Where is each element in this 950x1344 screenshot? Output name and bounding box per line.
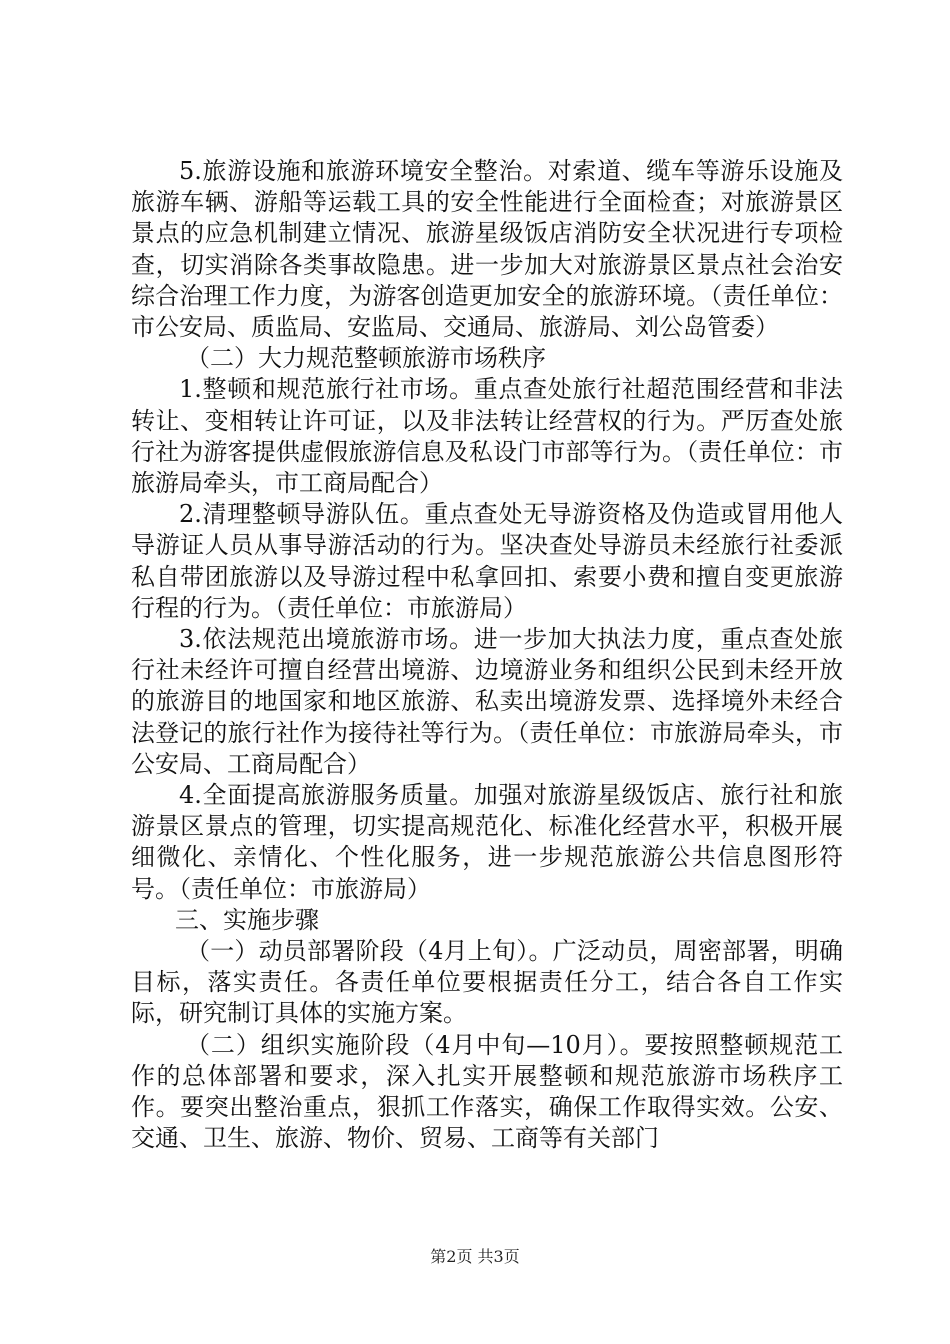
paragraph-outbound-tourism: 3.依法规范出境旅游市场。进一步加大执法力度，重点查处旅行社未经许可擅自经营出境游、边境游业务和组织公民到未经开放的旅游目的地国家和地区旅游、私卖出境游发票、选择境外未经合法登记的旅行社作为接待社等行为。（责任单位：市旅游局牵头，市公安局、工商局配合）: [131, 625, 843, 778]
document-body: [131, 156, 843, 1155]
section-heading-implementation-steps: 三、实施步骤: [175, 905, 319, 934]
paragraph-travel-agency-market: 1.整顿和规范旅行社市场。重点查处旅行社超范围经营和非法转让、变相转让许可证，以及非法转让经营权的行为。严厉查处旅行社为游客提供虚假旅游信息及私设门市部等行为。（责任单位：市旅游局牵头，市工商局配合）: [131, 375, 843, 498]
paragraph-service-quality: 4.全面提高旅游服务质量。加强对旅游星级饭店、旅行社和旅游景区景点的管理，切实提高规范化、标准化经营水平，积极开展细微化、亲情化、个性化服务，进一步规范旅游公共信息图形符号。（责任单位：市旅游局）: [131, 781, 843, 903]
page-number: 第2页 共3页: [430, 1247, 520, 1266]
paragraph-mobilization-stage: （一）动员部署阶段（4月上旬）。广泛动员，周密部署，明确目标，落实责任。各责任单位要根据责任分工，结合各自工作实际，研究制订具体的实施方案。: [131, 937, 843, 1028]
paragraph-tour-guide-team: 2.清理整顿导游队伍。重点查处无导游资格及伪造或冒用他人导游证人员从事导游活动的行为。坚决查处导游员未经旅行社委派私自带团旅游以及导游过程中私拿回扣、索要小费和擅自变更旅游行程的行为。（责任单位：市旅游局）: [131, 500, 843, 622]
paragraph-safety-rectification: 5.旅游设施和旅游环境安全整治。对索道、缆车等游乐设施及旅游车辆、游船等运载工具的安全性能进行全面检查；对旅游景区景点的应急机制建立情况、旅游星级饭店消防安全状况进行专项检查，切实消除各类事故隐患。进一步加大对旅游景区景点社会治安综合治理工作力度，为游客创造更加安全的旅游环境。（责任单位：市公安局、质监局、安监局、交通局、旅游局、刘公岛管委）: [131, 157, 843, 342]
paragraph-implementation-stage: （二）组织实施阶段（4月中旬—10月）。要按照整顿规范工作的总体部署和要求，深入扎实开展整顿和规范旅游市场秩序工作。要突出整治重点，狠抓工作落实，确保工作取得实效。公安、交通、卫生、旅游、物价、贸易、工商等有关部门: [131, 1030, 843, 1153]
section-heading-market-order: （二）大力规范整顿旅游市场秩序: [186, 344, 546, 373]
